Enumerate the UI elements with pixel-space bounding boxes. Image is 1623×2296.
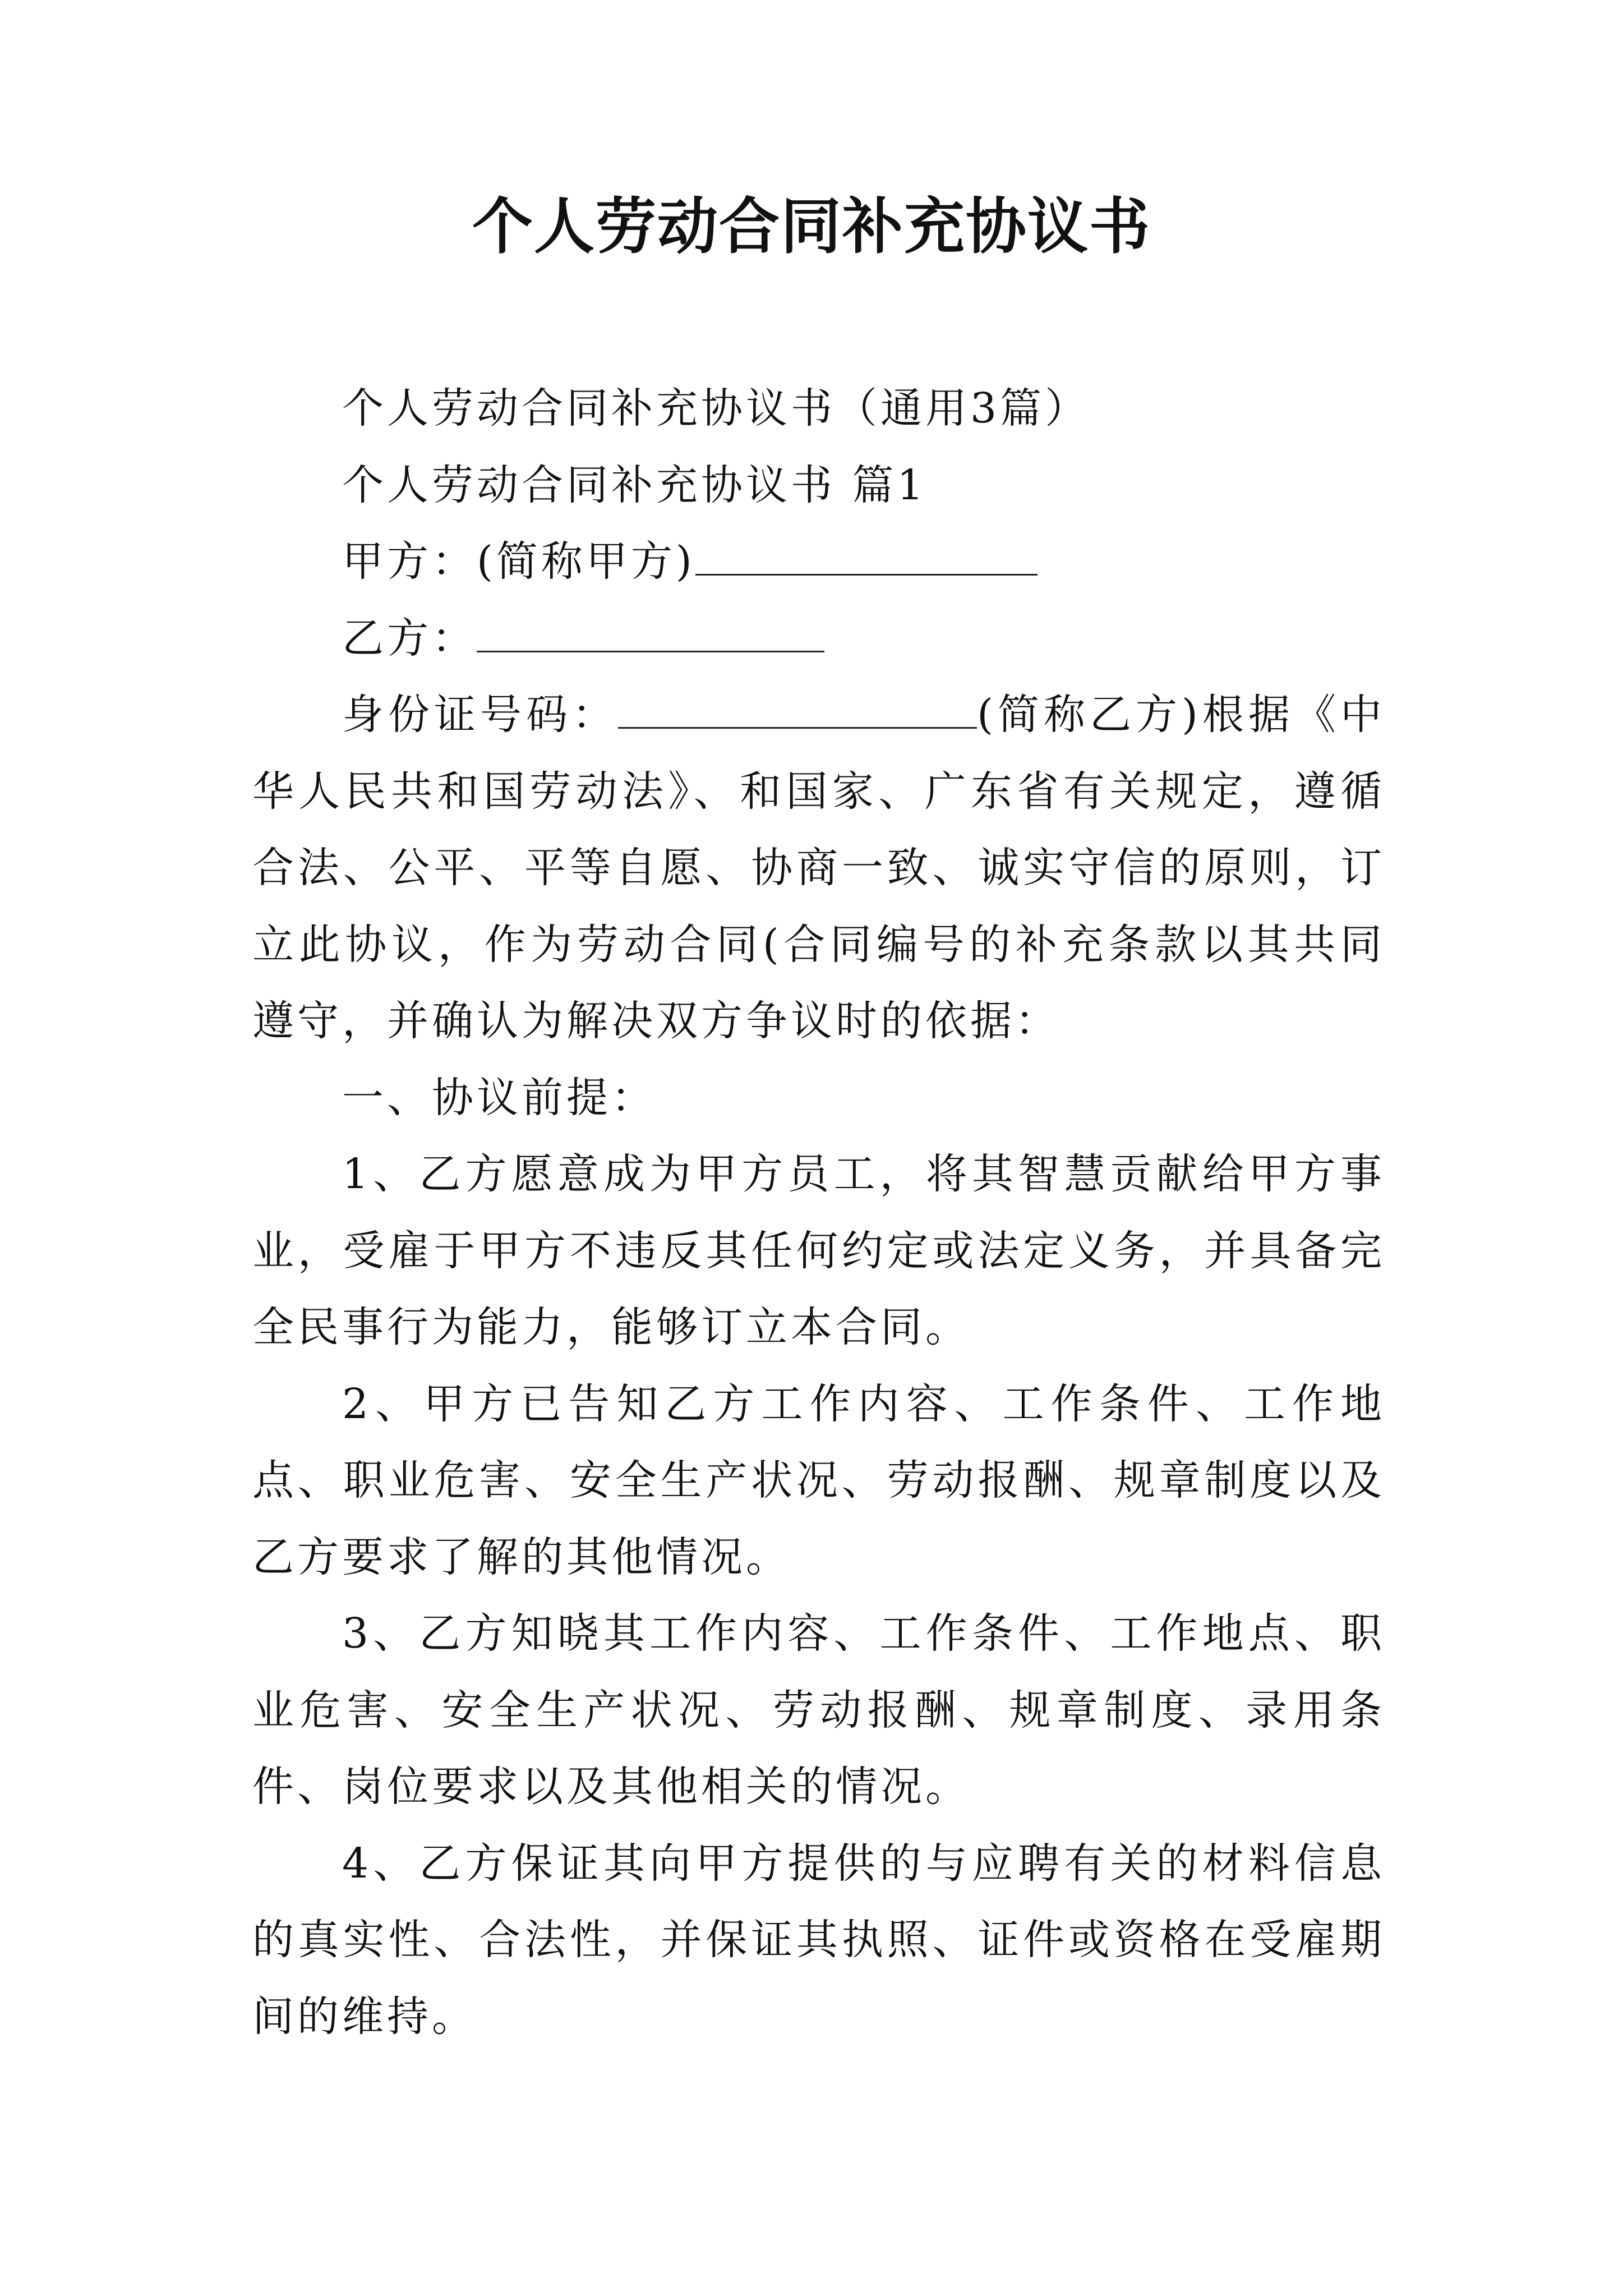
- list-item: 3、乙方知晓其工作内容、工作条件、工作地点、职业危害、安全生产状况、劳动报酬、规章制度、录用条件、岗位要求以及其他相关的情况。: [252, 1609, 1385, 1811]
- list-item: 1、乙方愿意成为甲方员工，将其智慧贡献给甲方事业，受雇于甲方不违反其任何约定或法定义务，并具备完全民事行为能力，能够订立本合同。: [252, 1150, 1385, 1351]
- party-a-blank: [695, 540, 1038, 576]
- party-b-line: [252, 600, 1385, 677]
- id-number-label: 身份证号码：: [342, 691, 619, 739]
- id-number-blank: [618, 693, 977, 729]
- section-heading: 一、协议前提：: [342, 1073, 656, 1122]
- list-item: 4、乙方保证其向甲方提供的与应聘有关的材料信息的真实性、合法性，并保证其执照、证件或资格在受雇期间的维持。: [252, 1839, 1385, 2041]
- id-number-text: (简称乙方)根据《中华人民共和国劳动法》、和国家、广东省有关规定，遵循合法、公平、平等自愿、协商一致、诚实守信的原则，订立此协议，作为劳动合同(合同编号的补充条款以其共同遵守，并确认为解决双方争议时的依据：: [252, 691, 1385, 1045]
- party-b-label: 乙方：: [342, 614, 477, 662]
- document-body: [252, 370, 1385, 2055]
- party-a-label: 甲方：(简称甲方): [342, 537, 695, 586]
- subtitle: 个人劳动合同补充协议书（通用3篇）: [342, 384, 1090, 432]
- list-item: 2、甲方已告知乙方工作内容、工作条件、工作地点、职业危害、安全生产状况、劳动报酬、规章制度以及乙方要求了解的其他情况。: [252, 1379, 1385, 1581]
- party-b-blank: [477, 617, 824, 652]
- party-a-line: [252, 523, 1385, 600]
- document-title: 个人劳动合同补充协议书: [472, 192, 1151, 262]
- id-number-paragraph: [252, 677, 1385, 1060]
- chapter-heading: 个人劳动合同补充协议书 篇1: [342, 461, 927, 509]
